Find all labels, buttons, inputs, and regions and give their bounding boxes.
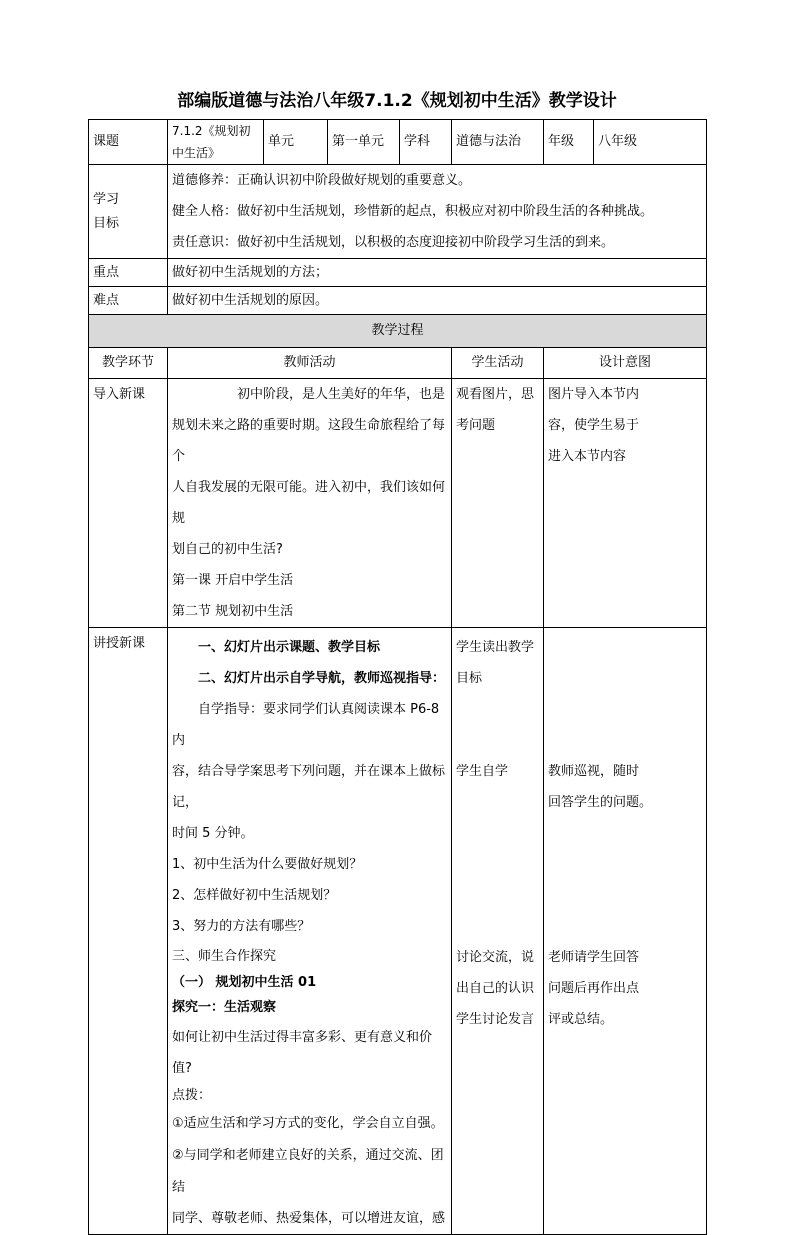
- lecture-student-line: 学生自学: [456, 764, 509, 779]
- lecture-line: 二、幻灯片出示自学导航，教师巡视指导：: [198, 671, 446, 686]
- process-heading: 教学过程: [89, 315, 707, 348]
- lecture-row: [89, 628, 707, 1235]
- lecture-intent-line: 评或总结。: [548, 1012, 614, 1027]
- lecture-line: 三、师生合作探究: [172, 949, 277, 964]
- intro-intent-line: 容，使学生易于: [548, 418, 640, 433]
- process-columns-row: [89, 348, 707, 379]
- lecture-line: 时间 5 分钟。: [172, 826, 254, 841]
- lecture-line: 2、怎样做好初中生活规划？: [172, 888, 337, 903]
- unit-value: 第一单元: [328, 120, 400, 165]
- lecture-student-line: 学生讨论发言: [456, 1012, 535, 1027]
- key-point-value: 做好初中生活规划的方法；: [168, 259, 707, 287]
- lecture-line: 探究一：生活观察: [172, 1000, 277, 1015]
- subject-label: 学科: [400, 120, 452, 165]
- objectives-content: [168, 165, 707, 259]
- intro-student: [452, 379, 544, 628]
- lecture-line: 容，结合导学案思考下列问题，并在课本上做标记，: [172, 764, 446, 810]
- intro-line: 划自己的初中生活?: [172, 542, 283, 557]
- intro-intent-line: 进入本节内容: [548, 449, 627, 464]
- lecture-line: （一） 规划初中生活 01: [172, 975, 317, 990]
- lecture-student-line: 学生读出教学: [456, 640, 535, 655]
- difficulty-row: [89, 287, 707, 315]
- lecture-intent: [544, 628, 707, 1235]
- intro-intent-line: 图片导入本节内: [548, 387, 640, 402]
- lecture-line: 3、努力的方法有哪些？: [172, 919, 311, 934]
- column-intent: 设计意图: [544, 348, 707, 379]
- course-label: 课题: [89, 120, 168, 165]
- lesson-plan-table: [88, 119, 707, 1235]
- objective-item: 健全人格：做好初中生活规划，珍惜新的起点，积极应对初中阶段生活的各种挑战。: [172, 204, 654, 219]
- objectives-label-text: 学习目标: [93, 191, 120, 231]
- column-teacher: 教师活动: [168, 348, 452, 379]
- key-point-row: [89, 259, 707, 287]
- page-title: 部编版道德与法治八年级7.1.2《规划初中生活》教学设计: [177, 91, 617, 111]
- lecture-teacher: [168, 628, 452, 1235]
- difficulty-label: 难点: [89, 287, 168, 315]
- objectives-row: [89, 165, 707, 259]
- intro-row: [89, 379, 707, 628]
- lecture-intent-line: 问题后再作出点: [548, 981, 640, 996]
- intro-student-line: 考问题: [456, 418, 496, 433]
- unit-label: 单元: [264, 120, 328, 165]
- intro-stage: 导入新课: [89, 379, 168, 628]
- lecture-student: [452, 628, 544, 1235]
- lecture-line: ②与同学和老师建立良好的关系，通过交流、团结: [172, 1148, 444, 1195]
- intro-teacher: [168, 379, 452, 628]
- header-row: [89, 120, 707, 165]
- column-stage: 教学环节: [89, 348, 168, 379]
- lecture-student-line: 出自己的认识: [456, 981, 535, 996]
- objectives-label: [89, 165, 168, 259]
- grade-label: 年级: [544, 120, 594, 165]
- intro-line: 规划未来之路的重要时期。这段生命旅程给了每个: [172, 418, 446, 464]
- intro-student-line: 观看图片，思: [456, 387, 535, 402]
- lecture-line: 一、幻灯片出示课题、教学目标: [198, 640, 381, 655]
- course-value: 7.1.2《规划初中生活》: [168, 120, 264, 165]
- lecture-student-line: 目标: [456, 671, 483, 686]
- lecture-line: 自学指导：要求同学们认真阅读课本 P6-8 内: [172, 702, 440, 748]
- lecture-intent-line: 教师巡视，随时: [548, 764, 640, 779]
- lecture-intent-line: 老师请学生回答: [548, 950, 640, 965]
- difficulty-value: 做好初中生活规划的原因。: [168, 287, 707, 315]
- intro-line: 第一课 开启中学生活: [172, 573, 294, 588]
- key-point-label: 重点: [89, 259, 168, 287]
- lecture-line: 如何让初中生活过得丰富多彩、更有意义和价值?: [172, 1030, 433, 1076]
- lecture-line: 同学、尊敬老师、热爱集体，可以增进友谊，感: [172, 1211, 446, 1226]
- subject-value: 道德与法治: [452, 120, 544, 165]
- intro-intent: [544, 379, 707, 628]
- lecture-line: 点拨：: [172, 1088, 212, 1103]
- column-student: 学生活动: [452, 348, 544, 379]
- intro-line: 初中阶段，是人生美好的年华，也是: [237, 387, 446, 402]
- lecture-intent-line: 回答学生的问题。: [548, 795, 653, 810]
- intro-line: 人自我发展的无限可能。进入初中，我们该如何规: [172, 480, 446, 526]
- lecture-line: ①适应生活和学习方式的变化，学会自立自强。: [172, 1116, 444, 1131]
- lecture-stage: 讲授新课: [89, 628, 168, 1235]
- objective-item: 道德修养：正确认识初中阶段做好规划的重要意义。: [172, 173, 472, 188]
- process-heading-row: [89, 315, 707, 348]
- intro-line: 第二节 规划初中生活: [172, 604, 294, 619]
- objective-item: 责任意识：做好初中生活规划，以积极的态度迎接初中阶段学习生活的到来。: [172, 235, 615, 250]
- grade-value: 八年级: [594, 120, 707, 165]
- lecture-line: 1、初中生活为什么要做好规划？: [172, 857, 363, 872]
- lecture-student-line: 讨论交流，说: [456, 950, 535, 965]
